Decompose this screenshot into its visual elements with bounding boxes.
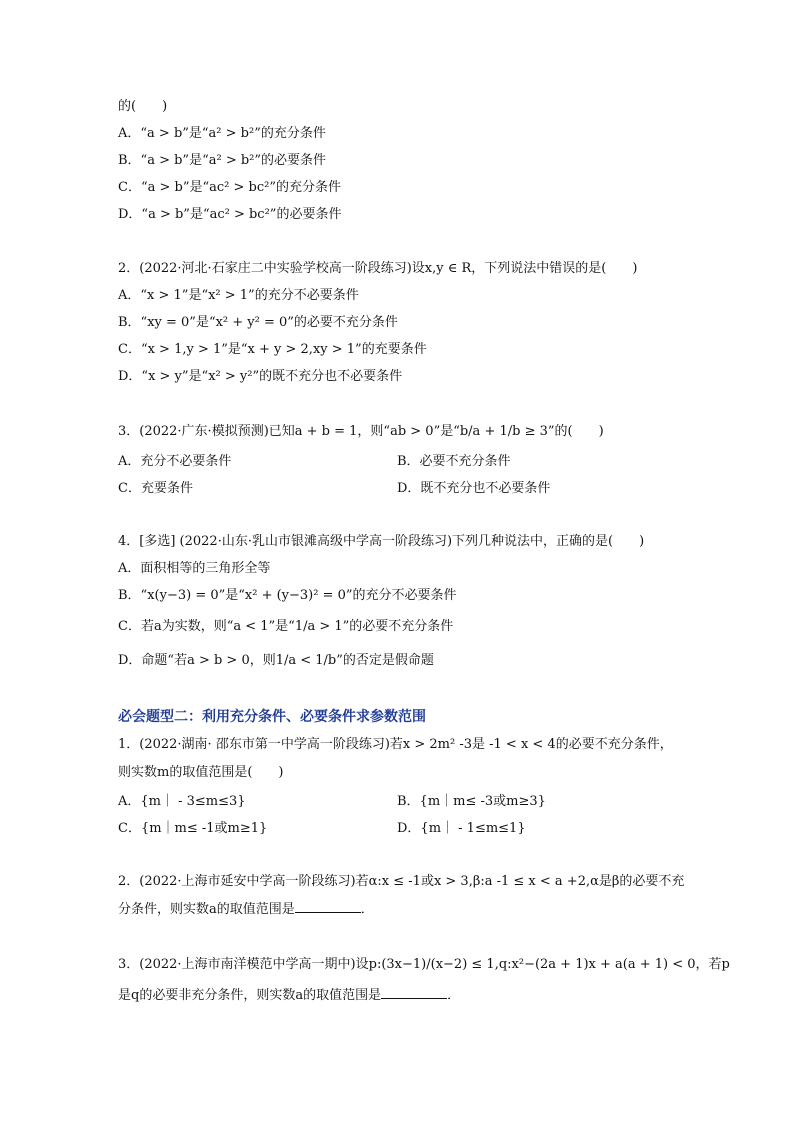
s2q3-stem-end: ． [447, 988, 461, 1003]
q4-option-d: D．命题“若a > b > 0，则1/a < 1/b”的否定是假命题 [118, 653, 434, 668]
q0-option-a: A．“a > b”是“a² > b²”的充分条件 [118, 126, 326, 141]
q4-option-c: C．若a为实数，则“a < 1”是“1/a > 1”的必要不充分条件 [118, 619, 454, 634]
s2q3-stem-line1: 3．(2022·上海市南洋模范中学高一期中)设p:(3x−1)/(x−2) ≤ 1,q:x²−(2a + 1)x + a(a + 1) < 0，若p [118, 957, 730, 972]
q3-stem: 3．(2022·广东·模拟预测)已知a + b = 1，则“ab > 0”是“b/a + 1/b ≥ 3”的( ) [118, 424, 604, 439]
s2q1-option-d: D．{m｜ - 1≤m≤1} [397, 821, 526, 836]
s2q1-option-c: C．{m｜m≤ -1或m≥1} [118, 821, 268, 836]
q0-option-d: D．“a > b”是“ac² > bc²”的必要条件 [118, 207, 342, 222]
answer-blank[interactable] [295, 900, 361, 913]
s2q1-option-a: A．{m｜ - 3≤m≤3} [118, 794, 246, 809]
q2-option-b: B．“xy = 0”是“x² + y² = 0”的必要不充分条件 [118, 315, 398, 330]
s2q2-stem-line1: 2．(2022·上海市延安中学高一阶段练习)若α:x ≤ -1或x > 3,β:a -1 ≤ x < a +2,α是β的必要不充 [118, 874, 685, 889]
q2-option-d: D．“x > y”是“x² > y²”的既不充分也不必要条件 [118, 369, 403, 384]
q4-stem: 4．[多选] (2022·山东·乳山市银滩高级中学高一阶段练习)下列几种说法中，正确的是( ) [118, 534, 645, 549]
s2q2-stem-line2 [118, 900, 374, 919]
q4-option-b: B．“x(y−3) = 0”是“x² + (y−3)² = 0”的充分不必要条件 [118, 588, 457, 603]
q0-option-b: B．“a > b”是“a² > b²”的必要条件 [118, 153, 327, 168]
section-title: 必会题型二：利用充分条件、必要条件求参数范围 [118, 708, 426, 724]
s2q1-stem-line1: 1．(2022·湖南· 邵东市第一中学高一阶段练习)若x > 2m² -3是 -1 < x < 4的必要不充分条件， [118, 737, 673, 752]
q2-option-a: A．“x > 1”是“x² > 1”的充分不必要条件 [118, 288, 359, 303]
q4-option-a: A．面积相等的三角形全等 [118, 561, 271, 576]
q0-option-c: C．“a > b”是“ac² > bc²”的充分条件 [118, 180, 341, 195]
answer-blank[interactable] [381, 986, 447, 999]
q2-option-c: C．“x > 1,y > 1”是“x + y > 2,xy > 1”的充要条件 [118, 342, 427, 357]
q3-option-c: C．充要条件 [118, 481, 193, 496]
q2-stem: 2．(2022·河北·石家庄二中实验学校高一阶段练习)设x,y ∈ R，下列说法中错误的是( ) [118, 261, 638, 276]
q3-option-d: D．既不充分也不必要条件 [397, 481, 551, 496]
s2q2-stem-text: 分条件，则实数a的取值范围是 [118, 902, 295, 917]
s2q1-stem-line2: 则实数m的取值范围是( ) [118, 765, 284, 780]
q0-tail: 的( ) [118, 99, 168, 114]
s2q3-stem-line2 [118, 986, 460, 1005]
q3-option-b: B．必要不充分条件 [397, 454, 511, 469]
s2q2-stem-end: ． [360, 902, 374, 917]
s2q3-stem-text: 是q的必要非充分条件，则实数a的取值范围是 [118, 988, 382, 1003]
q3-option-a: A．充分不必要条件 [118, 454, 232, 469]
s2q1-option-b: B．{m｜m≤ -3或m≥3} [397, 794, 546, 809]
